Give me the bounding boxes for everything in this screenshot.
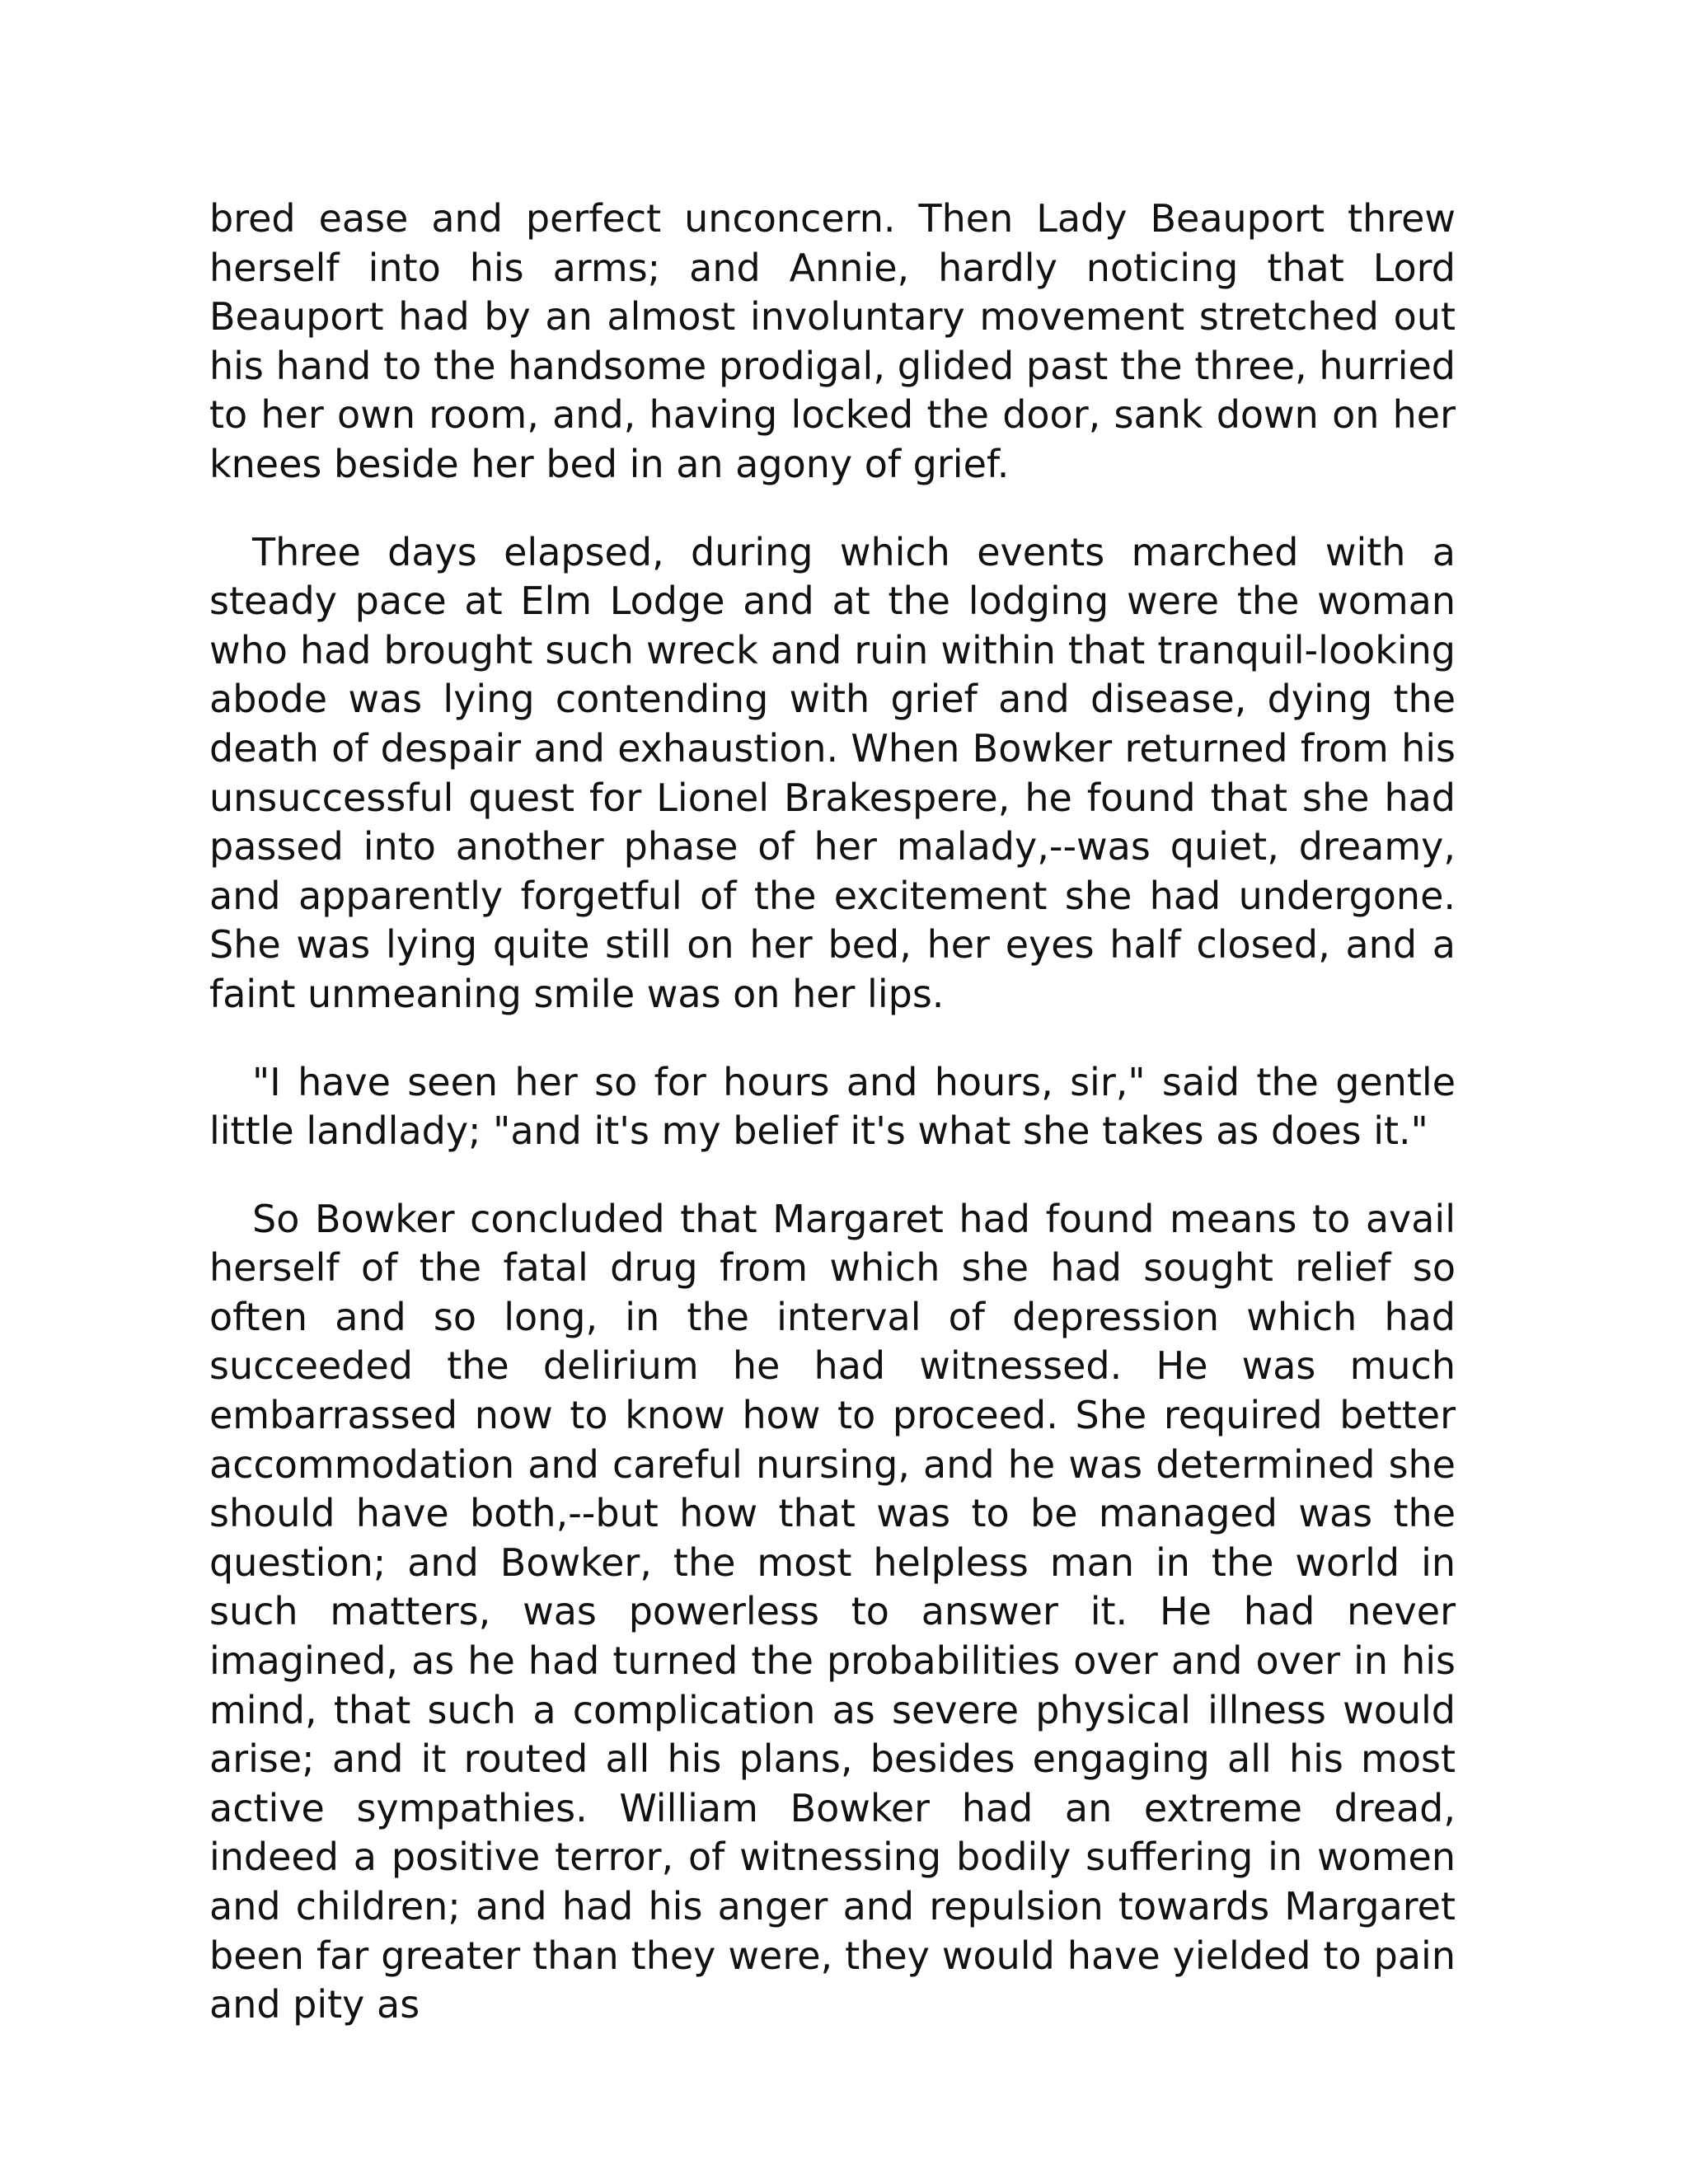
document-page <box>209 194 1456 2069</box>
paragraph-2: Three days elapsed, during which events marched with a steady pace at Elm Lodge and at the lodging were the woman who had brought such wreck and ruin within that tranquil-looking abode was lying contending with grief and disease, dying the death of despair and exhaustion. When Bowker returned from his unsuccessful quest for Lionel Brakespere, he found that she had passed into another phase of her malady,--was quiet, dreamy, and apparently forgetful of the excitement she had undergone. She was lying quite still on her bed, her eyes half closed, and a faint unmeaning smile was on her lips. <box>209 529 1456 1016</box>
paragraph-1: bred ease and perfect unconcern. Then Lady Beauport threw herself into his arms; and Annie, hardly noticing that Lord Beauport had by an almost involuntary movement stretched out his hand to the handsome prodigal, glided past the three, hurried to her own room, and, having locked the door, sank down on her knees beside her bed in an agony of grief. <box>209 196 1456 486</box>
paragraph-4: So Bowker concluded that Margaret had found means to avail herself of the fatal drug from which she had sought relief so often and so long, in the interval of depression which had succeeded the delirium he had witnessed. He was much embarrassed now to know how to proceed. She required better accommodation and careful nursing, and he was determined she should have both,--but how that was to be managed was the question; and Bowker, the most helpless man in the world in such matters, was powerless to answer it. He had never imagined, as he had turned the probabilities over and over in his mind, that such a complication as severe physical illness would arise; and it routed all his plans, besides engaging all his most active sympathies. William Bowker had an extreme dread, indeed a positive terror, of witnessing bodily suffering in women and children; and had his anger and repulsion towards Margaret been far greater than they were, they would have yielded to pain and pity as <box>209 1196 1456 2027</box>
paragraph-3: "I have seen her so for hours and hours, sir," said the gentle little landlady; "and it's my belief it's what she takes as does it." <box>209 1059 1456 1154</box>
